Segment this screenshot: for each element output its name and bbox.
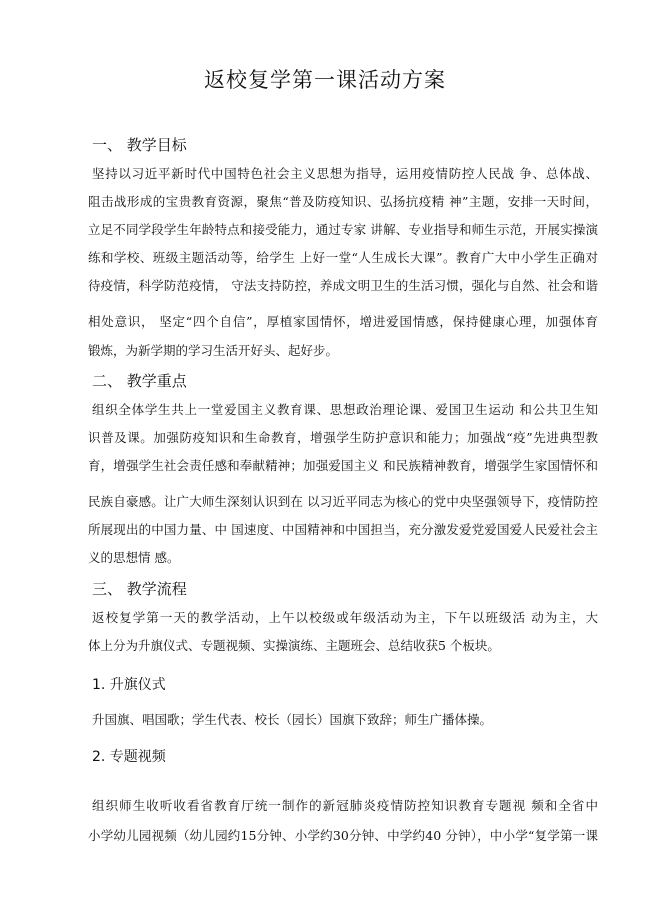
paragraph-line: 育，增强学生社会责任感和奉献精神；加强爱国主义 和民族精神教育，增强学生家国情怀和 — [88, 458, 598, 473]
section-heading-key-points: 二、 教学重点 — [92, 372, 187, 390]
subsection-heading-flag-ceremony: 1. 升旗仪式 — [92, 677, 166, 693]
section-heading-objectives: 一、 教学目标 — [92, 136, 187, 154]
paragraph-line: 升国旗、唱国歌；学生代表、校长（园长）国旗下致辞；师生广播体操。 — [92, 712, 493, 727]
paragraph-line: 锻炼，为新学期的学习生活开好头、起好步。 — [88, 343, 339, 358]
paragraph-line: 相处意识， 坚定“四个自信”，厚植家国情怀，增进爱国情感，保持健康心理，加强体育 — [88, 314, 598, 329]
paragraph-line: 坚持以习近平新时代中国特色社会主义思想为指导，运用疫情防控人民战 争、总体战、 — [92, 166, 598, 181]
subsection-heading-special-video: 2. 专题视频 — [92, 749, 166, 765]
paragraph-line: 义的思想情 感。 — [88, 550, 180, 565]
paragraph-line: 立足不同学段学生年龄特点和接受能力，通过专家 讲解、专业指导和师生示范，开展实操演 — [88, 222, 598, 237]
paragraph-line: 识普及课。加强防疫知识和生命教育，增强学生防护意识和能力；加强战“疫”先进典型教 — [88, 430, 598, 445]
paragraph-line: 组织师生收听收看省教育厅统一制作的新冠肺炎疫情防控知识教育专题视 频和全省中 — [92, 798, 598, 813]
document-title: 返校复学第一课活动方案 — [204, 68, 446, 92]
paragraph-line: 体上分为升旗仪式、专题视频、实操演练、主题班会、总结收获5 个板块。 — [88, 638, 500, 653]
paragraph-line: 练和学校、班级主题活动等，给学生 上好一堂“人生成长大课”。教育广大中小学生正确对 — [88, 250, 598, 265]
paragraph-line: 小学幼儿园视频（幼儿园约15分钟、小学约30分钟、中学约40 分钟），中小学“复学第一课 — [88, 828, 598, 843]
paragraph-line: 返校复学第一天的教学活动，上午以校级或年级活动为主，下午以班级活 动为主，大 — [92, 610, 598, 625]
section-heading-process: 三、 教学流程 — [92, 580, 187, 598]
paragraph-line: 组织全体学生共上一堂爱国主义教育课、思想政治理论课、爱国卫生运动 和公共卫生知 — [92, 402, 598, 417]
paragraph-line: 民族自豪感。让广大师生深刻认识到在 以习近平同志为核心的党中央坚强领导下，疫情防控 — [88, 494, 598, 509]
paragraph-line: 所展现出的中国力量、中 国速度、中国精神和中国担当，充分激发爱党爱国爱人民爱社会主 — [88, 522, 598, 537]
paragraph-line: 阻击战形成的宝贵教育资源，聚焦“普及防疫知识、弘扬抗疫精 神”主题，安排一天时间， — [88, 194, 598, 209]
paragraph-line: 待疫情，科学防范疫情， 守法支持防控，养成文明卫生的生活习惯，强化与自然、社会和谐 — [88, 278, 598, 293]
